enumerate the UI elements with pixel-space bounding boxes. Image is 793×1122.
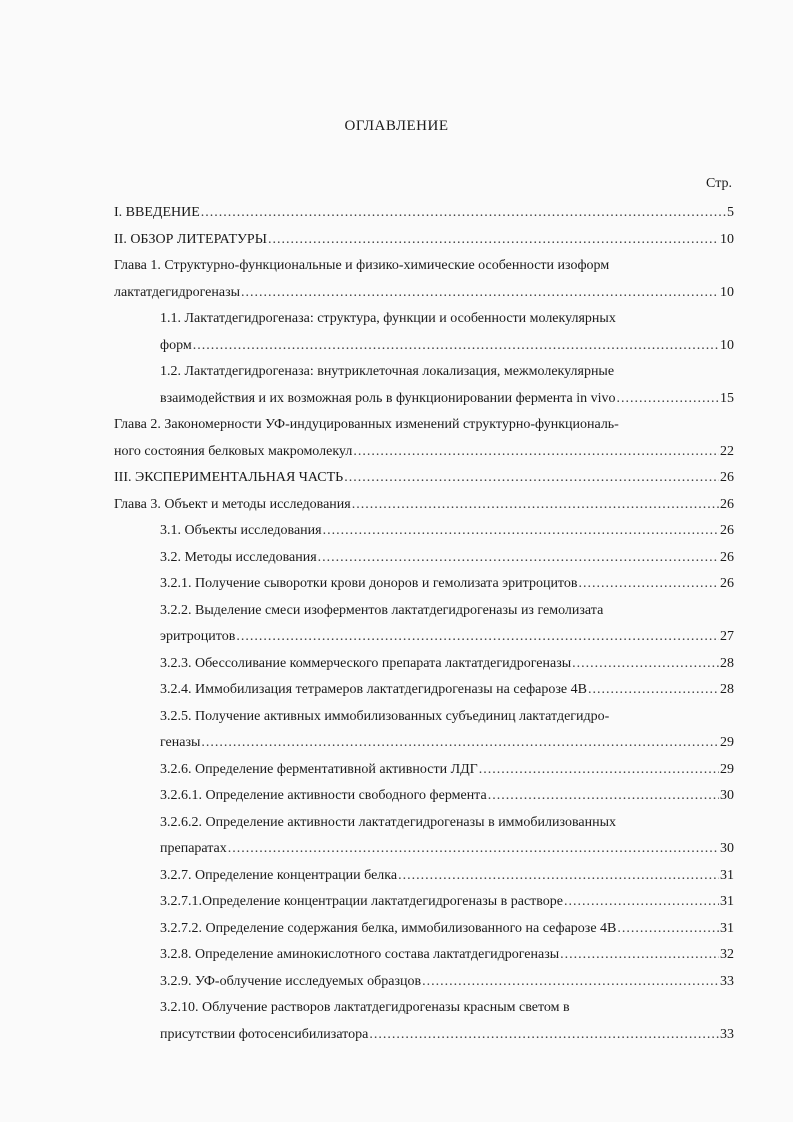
toc-entry[interactable] xyxy=(114,942,734,969)
toc-leader-dots xyxy=(422,969,719,996)
page-column-label: Стр. xyxy=(706,176,732,191)
toc-line xyxy=(114,280,734,307)
toc-page-number: 15 xyxy=(720,390,734,406)
toc-line xyxy=(114,386,734,413)
toc-entry[interactable] xyxy=(114,995,734,1048)
toc-entry[interactable] xyxy=(114,969,734,996)
toc-entry-title: взаимодействия и их возможная роль в функционировании фермента in vivo xyxy=(160,390,616,406)
toc-line xyxy=(114,306,734,333)
toc-page-number: 27 xyxy=(720,629,734,644)
toc-line xyxy=(114,200,734,227)
toc-entry[interactable] xyxy=(114,359,734,412)
toc-entry[interactable] xyxy=(114,863,734,890)
toc-entry-title: 1.1. Лактатдегидрогеназа: структура, функции и особенности молекулярных xyxy=(160,311,616,326)
toc-leader-dots xyxy=(369,1022,719,1049)
table-of-contents xyxy=(114,200,734,1048)
toc-entry-title: 3.2.6.1. Определение активности свободного фермента xyxy=(160,788,487,803)
toc-leader-dots xyxy=(398,863,719,890)
toc-entry-title: 3.2.9. УФ-облучение исследуемых образцов xyxy=(160,973,422,989)
toc-entry-title: 3.2.7. Определение концентрации белка xyxy=(160,867,398,883)
toc-entry[interactable] xyxy=(114,571,734,598)
toc-entry[interactable] xyxy=(114,598,734,651)
toc-leader-dots xyxy=(617,916,719,943)
toc-entry-title: 3.2.10. Облучение растворов лактатдегидрогеназы красным светом в xyxy=(160,1000,570,1015)
toc-line xyxy=(114,465,734,492)
toc-leader-dots xyxy=(564,889,719,916)
toc-entry[interactable] xyxy=(114,492,734,519)
toc-leader-dots xyxy=(241,280,719,307)
toc-page-number: 33 xyxy=(720,1026,734,1042)
toc-leader-dots xyxy=(353,439,719,466)
toc-entry-title: 3.2.6. Определение ферментативной активности ЛДГ xyxy=(160,761,478,777)
toc-entry-title: Глава 2. Закономерности УФ-индуцированных изменений структурно-функциональ- xyxy=(114,417,619,432)
toc-line xyxy=(114,598,734,625)
toc-entry[interactable] xyxy=(114,253,734,306)
toc-entry-title: 3.2.4. Иммобилизация тетрамеров лактатдегидрогеназы на сефарозе 4В xyxy=(160,682,587,697)
toc-page-number: 30 xyxy=(720,841,734,856)
toc-page-number: 32 xyxy=(720,947,734,962)
toc-page-number: 30 xyxy=(720,788,734,803)
toc-line xyxy=(114,412,734,439)
toc-line xyxy=(114,757,734,784)
toc-page-number: 10 xyxy=(720,231,734,247)
toc-line xyxy=(114,783,734,810)
toc-entry-title: II. ОБЗОР ЛИТЕРАТУРЫ xyxy=(114,231,267,247)
toc-line xyxy=(114,704,734,731)
toc-line xyxy=(114,492,734,519)
toc-entry-title: Глава 3. Объект и методы исследования xyxy=(114,496,351,512)
toc-line xyxy=(114,889,734,916)
toc-line xyxy=(114,439,734,466)
toc-leader-dots xyxy=(578,571,719,598)
toc-line xyxy=(114,942,734,969)
toc-line xyxy=(114,333,734,360)
toc-entry[interactable] xyxy=(114,677,734,704)
toc-entry[interactable] xyxy=(114,227,734,254)
toc-page-number: 28 xyxy=(720,655,734,671)
toc-leader-dots xyxy=(617,386,720,413)
toc-line xyxy=(114,995,734,1022)
toc-line xyxy=(114,836,734,863)
toc-entry-title: 3.1. Объекты исследования xyxy=(160,523,322,538)
toc-leader-dots xyxy=(588,677,719,704)
toc-entry-title: 3.2. Методы исследования xyxy=(160,549,317,565)
toc-leader-dots xyxy=(572,651,719,678)
toc-entry[interactable] xyxy=(114,518,734,545)
toc-entry-title: 3.2.7.2. Определение содержания белка, иммобилизованного на сефарозе 4В xyxy=(160,920,617,936)
toc-entry[interactable] xyxy=(114,412,734,465)
toc-leader-dots xyxy=(344,465,719,492)
toc-line xyxy=(114,863,734,890)
toc-leader-dots xyxy=(323,518,719,545)
toc-page-number: 22 xyxy=(720,443,734,459)
toc-entry[interactable] xyxy=(114,889,734,916)
toc-entry-title: ного состояния белковых макромолекул xyxy=(114,443,353,459)
toc-entry-title: 3.2.1. Получение сыворотки крови доноров и гемолизата эритроцитов xyxy=(160,576,578,591)
toc-entry[interactable] xyxy=(114,783,734,810)
toc-entry-title: 3.2.7.1.Определение концентрации лактатдегидрогеназы в растворе xyxy=(160,894,564,909)
toc-leader-dots xyxy=(201,200,726,227)
toc-entry[interactable] xyxy=(114,704,734,757)
toc-page-number: 10 xyxy=(720,337,734,353)
toc-entry[interactable] xyxy=(114,810,734,863)
toc-entry-title: Глава 1. Структурно-функциональные и физико-химические особенности изоформ xyxy=(114,258,610,273)
toc-line xyxy=(114,624,734,651)
toc-leader-dots xyxy=(488,783,719,810)
toc-entry-title: III. ЭКСПЕРИМЕНТАЛЬНАЯ ЧАСТЬ xyxy=(114,470,344,485)
toc-entry-title: 3.2.2. Выделение смеси изоферментов лактатдегидрогеназы из гемолизата xyxy=(160,602,604,618)
toc-line xyxy=(114,810,734,837)
toc-leader-dots xyxy=(318,545,719,572)
toc-line xyxy=(114,545,734,572)
toc-entry-title: 3.2.3. Обессоливание коммерческого препарата лактатдегидрогеназы xyxy=(160,655,572,671)
toc-entry[interactable] xyxy=(114,200,734,227)
toc-page-number: 26 xyxy=(720,523,734,538)
toc-line xyxy=(114,651,734,678)
toc-line xyxy=(114,518,734,545)
page-title: ОГЛАВЛЕНИЕ xyxy=(344,118,449,134)
toc-line xyxy=(114,253,734,280)
toc-page-number: 26 xyxy=(720,470,734,485)
toc-entry-title: 1.2. Лактатдегидрогеназа: внутриклеточная локализация, межмолекулярные xyxy=(160,364,615,379)
toc-leader-dots xyxy=(479,757,719,784)
toc-line xyxy=(114,677,734,704)
toc-page-number: 29 xyxy=(720,735,734,750)
toc-page-number: 31 xyxy=(720,894,734,909)
toc-entry[interactable] xyxy=(114,306,734,359)
toc-entry-title: 3.2.5. Получение активных иммобилизованных субъединиц лактатдегидро- xyxy=(160,708,610,724)
toc-page-number: 31 xyxy=(720,867,734,883)
toc-page-number: 28 xyxy=(720,682,734,697)
toc-page-number: 33 xyxy=(720,973,734,989)
toc-leader-dots xyxy=(201,730,719,757)
toc-entry-title: геназы xyxy=(160,735,201,750)
toc-line xyxy=(114,571,734,598)
toc-entry[interactable] xyxy=(114,916,734,943)
toc-leader-dots xyxy=(560,942,719,969)
toc-page-number: 26 xyxy=(720,576,734,591)
toc-entry-title: присутствии фотосенсибилизатора xyxy=(160,1026,369,1042)
toc-entry-title: эритроцитов xyxy=(160,629,236,644)
toc-entry-title: 3.2.6.2. Определение активности лактатдегидрогеназы в иммобилизованных xyxy=(160,814,616,830)
toc-line xyxy=(114,969,734,996)
toc-page-number: 26 xyxy=(720,549,734,565)
toc-line xyxy=(114,916,734,943)
toc-page-number: 5 xyxy=(727,205,734,220)
toc-entry-title: 3.2.8. Определение аминокислотного состава лактатдегидрогеназы xyxy=(160,947,560,962)
toc-entry-title: лактатдегидрогеназы xyxy=(114,284,240,300)
toc-page-number: 29 xyxy=(720,761,734,777)
toc-line xyxy=(114,730,734,757)
toc-entry[interactable] xyxy=(114,651,734,678)
toc-entry-title: препаратах xyxy=(160,841,227,856)
toc-leader-dots xyxy=(352,492,719,519)
toc-entry[interactable] xyxy=(114,465,734,492)
toc-leader-dots xyxy=(268,227,719,254)
toc-line xyxy=(114,359,734,386)
toc-page-number: 31 xyxy=(720,920,734,936)
toc-leader-dots xyxy=(228,836,719,863)
toc-leader-dots xyxy=(236,624,719,651)
toc-leader-dots xyxy=(193,333,719,360)
toc-entry[interactable] xyxy=(114,757,734,784)
toc-entry[interactable] xyxy=(114,545,734,572)
toc-line xyxy=(114,227,734,254)
toc-entry-title: I. ВВЕДЕНИЕ xyxy=(114,205,200,220)
toc-entry-title: форм xyxy=(160,337,192,353)
toc-line xyxy=(114,1022,734,1049)
toc-page-number: 26 xyxy=(720,496,734,512)
toc-page-number: 10 xyxy=(720,284,734,300)
